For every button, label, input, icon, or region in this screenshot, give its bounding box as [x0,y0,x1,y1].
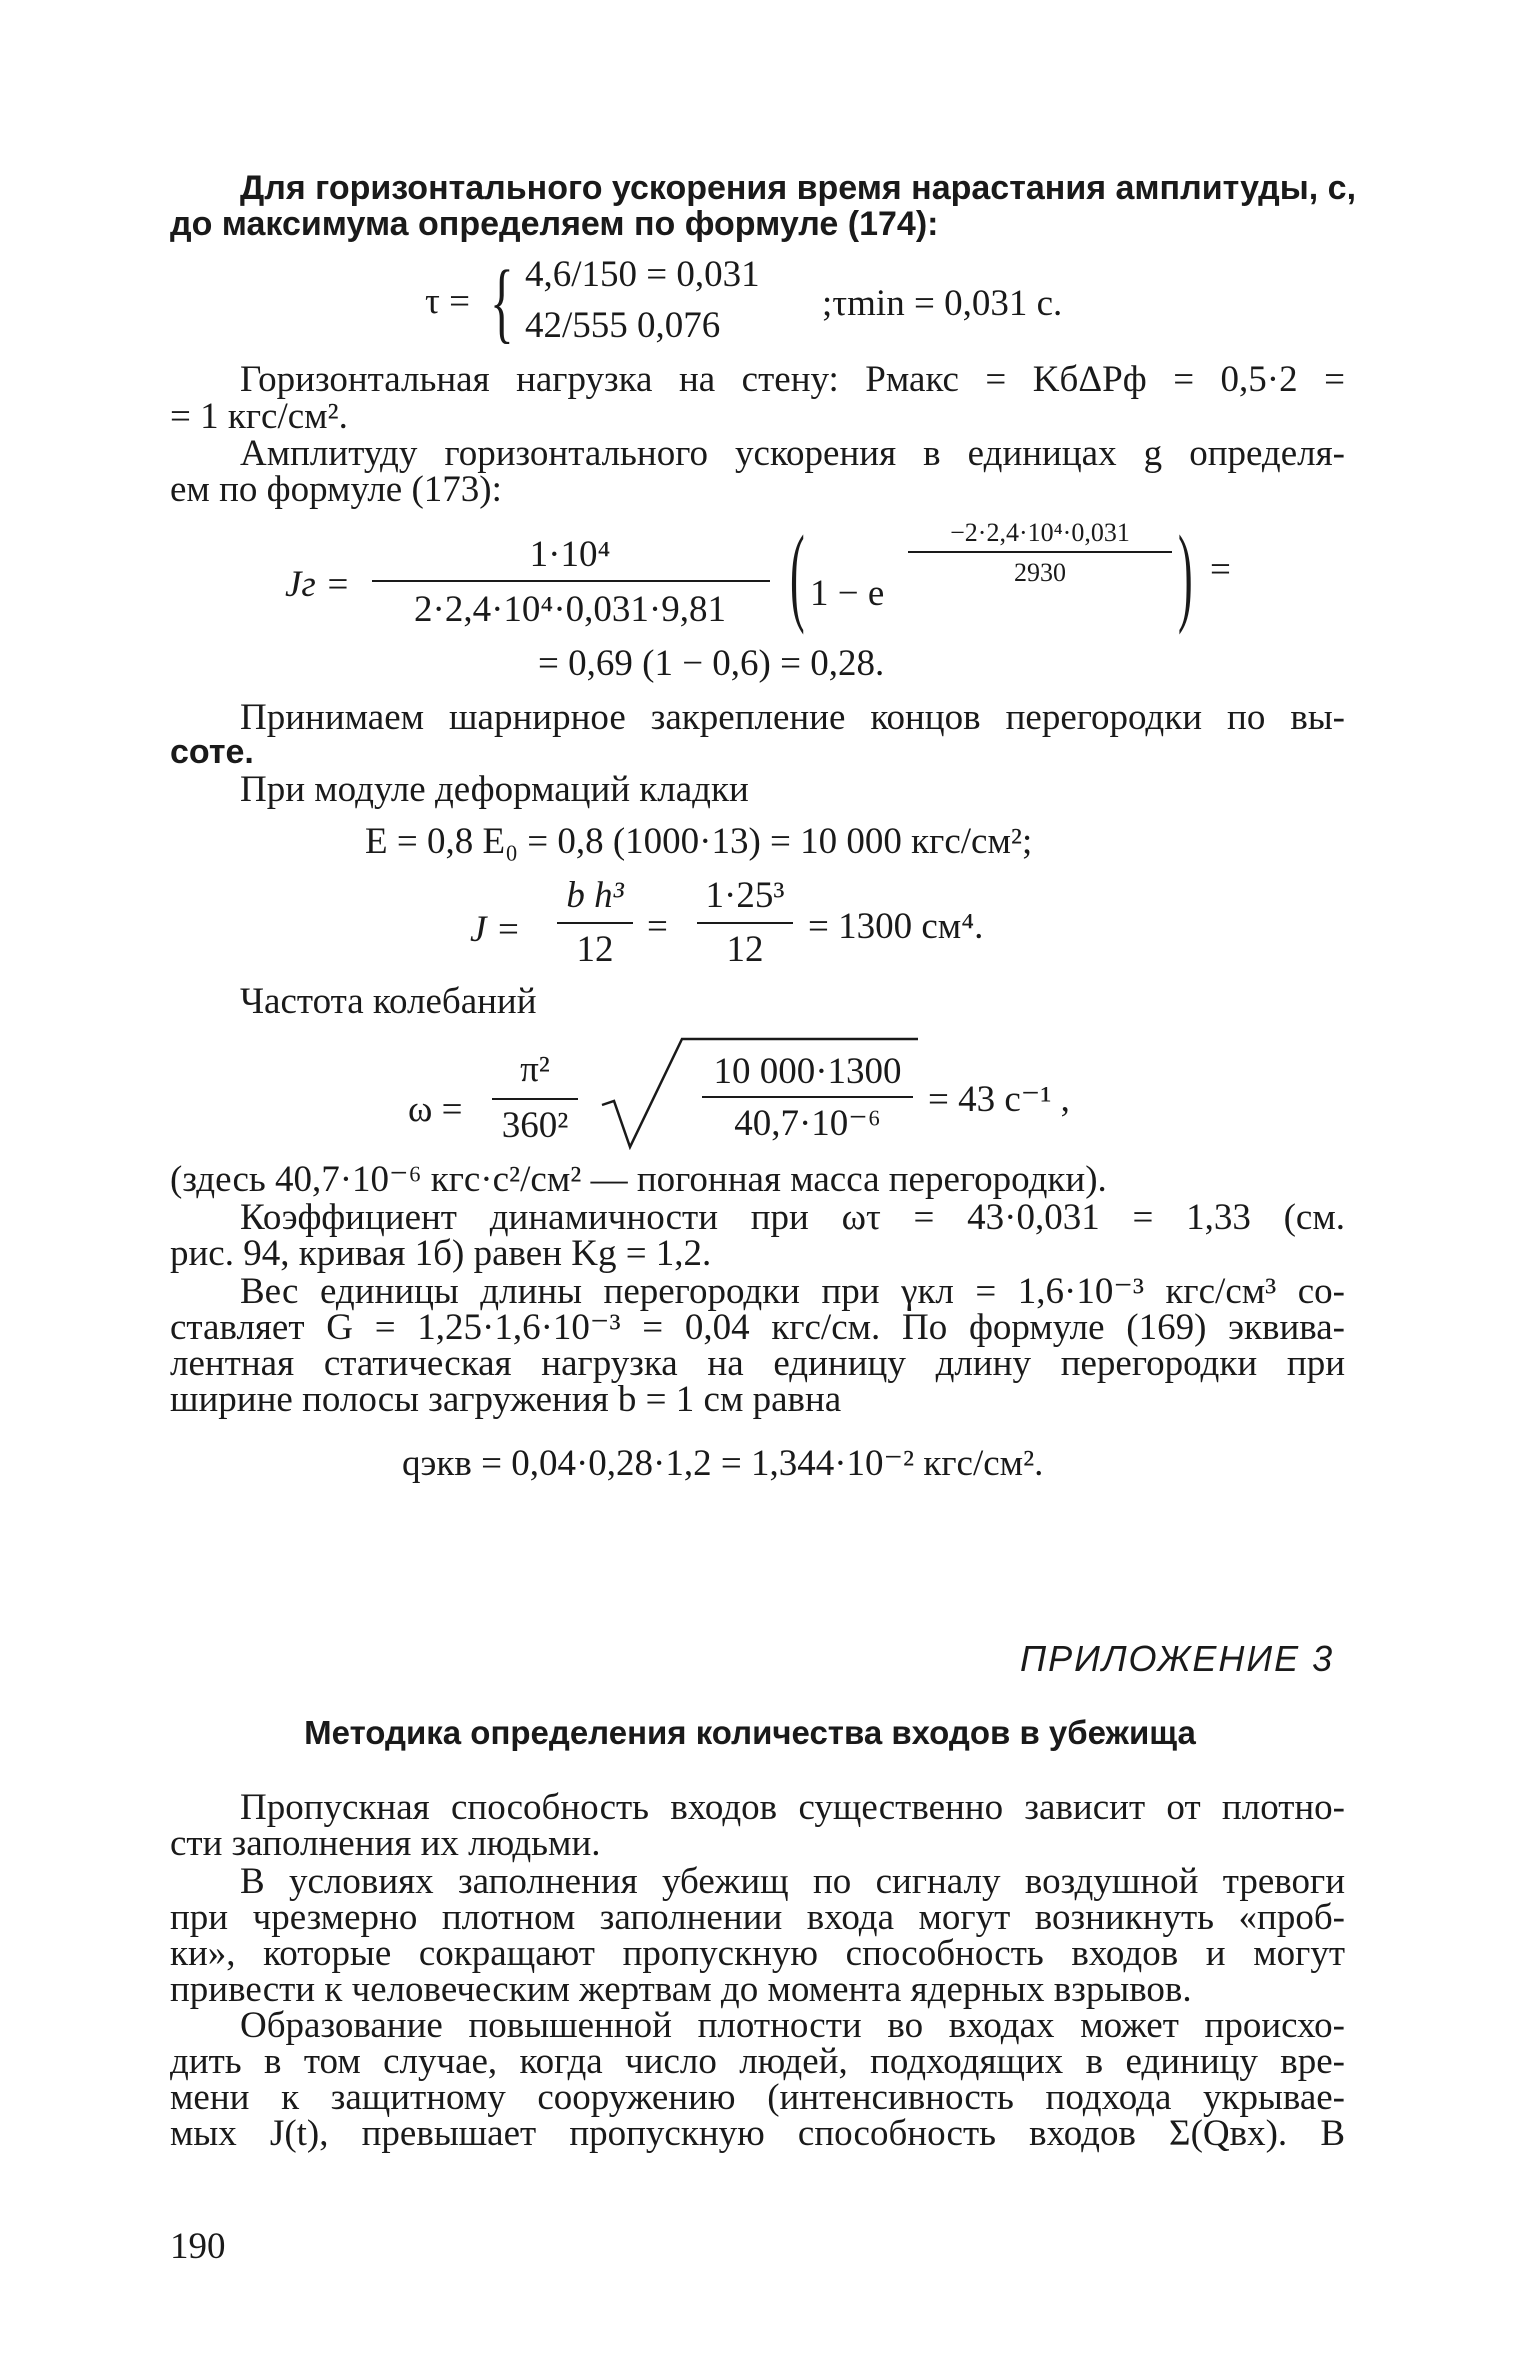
jg-denominator: 2·2,4·10⁴·0,031·9,81 [414,589,726,630]
jg-exp-denominator: 2930 [1014,558,1066,587]
omega-den: 360² [501,1105,569,1146]
para11-line4: привести к человеческим жертвам до момента ядерных взрывов. [170,1969,1192,2010]
j-bar2 [697,922,793,924]
tau-brace: { [490,253,514,352]
para5: При модуле деформаций кладки [240,769,749,810]
para3-line2: ем по формуле (173): [170,469,502,510]
jg-paren-close: ) [1178,513,1193,635]
tau-row1: 4,6/150 = 0,031 [525,254,760,295]
para11-line3: ки», которые сокращают пропускную способность входов и могут [170,1933,1345,1974]
omega-root-den: 40,7·10⁻⁶ [734,1103,881,1144]
para9-line2: ставляет G = 1,25·1,6·10⁻³ = 0,04 кгс/см. По формуле (169) эквива- [170,1307,1345,1348]
j-result: = 1300 см⁴. [808,906,984,947]
para9-line4: ширине полосы загружения b = 1 см равна [170,1379,842,1420]
para8-line1: Коэффициент динамичности при ωτ = 43·0,031 = 1,33 (см. [240,1197,1345,1238]
para9-line3: лентная статическая нагрузка на единицу длину перегородки при [170,1343,1345,1384]
omega-bar [492,1098,578,1100]
para7: (здесь 40,7·10⁻⁶ кгс·с²/см² — погонная масса перегородки). [170,1159,1107,1200]
para4-line1: Принимаем шарнирное закрепление концов перегородки по вы- [240,697,1345,738]
j-den2: 12 [726,929,764,970]
tau-row2: 42/555 0,076 [525,305,721,346]
jg-fraction-bar [372,580,770,582]
j-eq1: = [647,906,668,947]
appendix-heading: ПРИЛОЖЕНИЕ 3 [1020,1638,1335,1679]
jg-paren-open: ( [790,513,805,635]
para8-line2: рис. 94, кривая 1б) равен Kg = 1,2. [170,1233,712,1274]
para10-line1: Пропускная способность входов существенно зависит от плотно- [240,1787,1345,1828]
page-number: 190 [170,2226,226,2267]
tau-min: ;τmin = 0,031 с. [822,283,1063,324]
j-den1: 12 [576,929,614,970]
para1-line1: Для горизонтального ускорения время нарастания амплитуды, с, [240,169,1357,207]
para12-line4: мых J(t), превышает пропускную способность входов Σ(Qвх). В [170,2113,1345,2154]
omega-result: = 43 с⁻¹ , [928,1079,1070,1120]
j-num2: 1·25³ [705,875,785,916]
omega-num: π² [520,1049,550,1090]
para10-line2: сти заполнения их людьми. [170,1823,601,1864]
para3-line1: Амплитуду горизонтального ускорения в единицах g определя- [240,433,1345,474]
omega-lhs: ω = [408,1089,463,1130]
para2-line2: = 1 кгс/см². [170,396,348,437]
para12-line1: Образование повышенной плотности во входах может происхо- [240,2005,1345,2046]
section-title: Методика определения количества входов в убежища [304,1714,1196,1751]
q-formula: qэкв = 0,04·0,28·1,2 = 1,344·10⁻² кгс/см². [402,1443,1044,1484]
omega-root-bar [702,1096,913,1098]
j-lhs: J = [470,909,521,950]
para12-line3: мени к защитному сооружению (интенсивность подхода укрывае- [170,2077,1345,2118]
jg-one-minus-e: 1 − e [810,573,885,614]
para6: Частота колебаний [240,981,537,1022]
jg-exp-bar [908,551,1172,553]
e-formula: E = 0,8 E₀ = 0,8 (1000·13) = 10 000 кгс/см²; [365,821,1033,862]
para1-line2: до максимума определяем по формуле (174): [170,205,939,243]
j-bar1 [557,922,633,924]
jg-equals: = [1210,549,1231,590]
j-num1: b h³ [566,875,624,916]
jg-numerator: 1·10⁴ [529,534,611,575]
jg-exp-numerator: −2·2,4·10⁴·0,031 [950,518,1130,547]
para2-line1: Горизонтальная нагрузка на стену: Pмакс = KбΔPф = 0,5·2 = [240,359,1345,400]
jg-lhs: Jг = [285,564,351,605]
para11-line2: при чрезмерно плотном заполнении входа могут возникнуть «проб- [170,1897,1345,1938]
tau-lhs: τ = [425,281,470,322]
jg-result: = 0,69 (1 − 0,6) = 0,28. [538,643,885,684]
omega-root-num: 10 000·1300 [713,1051,902,1092]
para9-line1: Вес единицы длины перегородки при γкл = 1,6·10⁻³ кгс/см³ со- [240,1271,1345,1312]
para11-line1: В условиях заполнения убежищ по сигналу воздушной тревоги [240,1861,1345,1902]
para4-line2: соте. [170,733,254,771]
para12-line2: дить в том случае, когда число людей, подходящих в единицу вре- [170,2041,1345,2082]
